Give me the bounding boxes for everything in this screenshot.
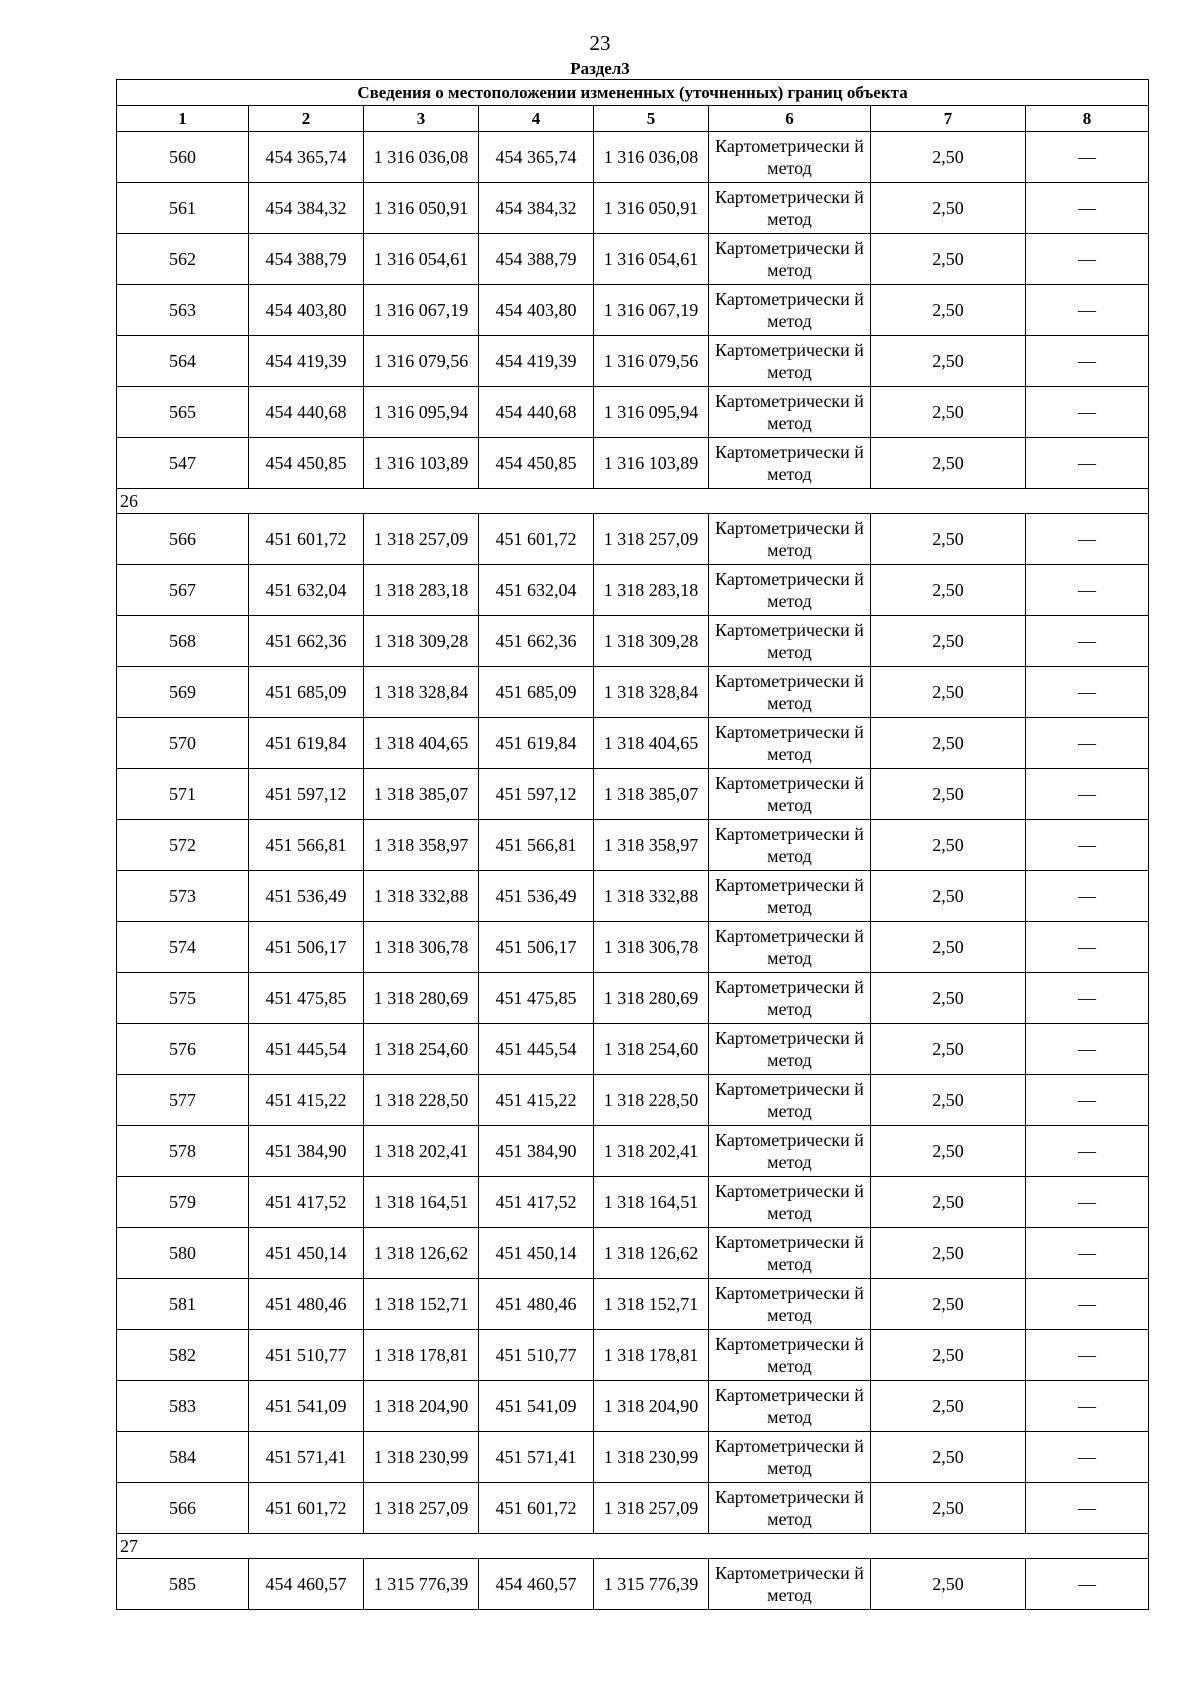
- table-cell: 1 318 332,88: [594, 871, 709, 922]
- table-cell: 454 440,68: [249, 387, 364, 438]
- table-cell: 451 541,09: [479, 1381, 594, 1432]
- table-cell: 577: [117, 1075, 249, 1126]
- table-cell: Картометрически й метод: [709, 1559, 871, 1610]
- table-cell: 1 318 306,78: [364, 922, 479, 973]
- table-cell: 2,50: [871, 667, 1026, 718]
- table-cell: Картометрически й метод: [709, 1024, 871, 1075]
- table-cell: Картометрически й метод: [709, 514, 871, 565]
- table-cell: 1 316 036,08: [594, 132, 709, 183]
- column-number-row: [117, 106, 1149, 132]
- contour-group-row: [117, 1534, 1149, 1559]
- table-cell: —: [1026, 132, 1149, 183]
- table-cell: 564: [117, 336, 249, 387]
- table-cell: 451 510,77: [479, 1330, 594, 1381]
- table-cell: Картометрически й метод: [709, 336, 871, 387]
- table-cell: 451 685,09: [479, 667, 594, 718]
- table-cell: 1 318 257,09: [364, 514, 479, 565]
- table-cell: 1 318 230,99: [364, 1432, 479, 1483]
- table-cell: 1 318 280,69: [594, 973, 709, 1024]
- table-cell: Картометрически й метод: [709, 1279, 871, 1330]
- table-row: [117, 183, 1149, 234]
- table-cell: 565: [117, 387, 249, 438]
- table-cell: 454 388,79: [249, 234, 364, 285]
- table-cell: 2,50: [871, 718, 1026, 769]
- table-cell: Картометрически й метод: [709, 438, 871, 489]
- table-cell: Картометрически й метод: [709, 1483, 871, 1534]
- table-cell: —: [1026, 514, 1149, 565]
- table-row: [117, 132, 1149, 183]
- table-row: [117, 616, 1149, 667]
- table-cell: 1 318 204,90: [594, 1381, 709, 1432]
- table-cell: 454 384,32: [249, 183, 364, 234]
- table-cell: 1 318 309,28: [594, 616, 709, 667]
- table-cell: 560: [117, 132, 249, 183]
- table-row: [117, 1024, 1149, 1075]
- table-cell: Картометрически й метод: [709, 234, 871, 285]
- table-cell: 454 403,80: [479, 285, 594, 336]
- table-cell: 1 318 230,99: [594, 1432, 709, 1483]
- table-cell: —: [1026, 616, 1149, 667]
- table-cell: 1 316 079,56: [594, 336, 709, 387]
- table-cell: —: [1026, 183, 1149, 234]
- column-number: 3: [364, 106, 479, 132]
- table-cell: 451 475,85: [479, 973, 594, 1024]
- table-cell: 561: [117, 183, 249, 234]
- table-cell: 451 619,84: [479, 718, 594, 769]
- table-cell: —: [1026, 1483, 1149, 1534]
- table-cell: 454 365,74: [479, 132, 594, 183]
- table-cell: 2,50: [871, 922, 1026, 973]
- table-cell: 454 460,57: [479, 1559, 594, 1610]
- table-cell: 451 571,41: [479, 1432, 594, 1483]
- table-cell: Картометрически й метод: [709, 1228, 871, 1279]
- table-cell: —: [1026, 1228, 1149, 1279]
- table-row: [117, 387, 1149, 438]
- table-caption-row: [117, 80, 1149, 106]
- table-cell: 1 318 306,78: [594, 922, 709, 973]
- column-number: 1: [117, 106, 249, 132]
- table-cell: 2,50: [871, 387, 1026, 438]
- table-row: [117, 336, 1149, 387]
- table-row: [117, 234, 1149, 285]
- table-cell: —: [1026, 1177, 1149, 1228]
- table-cell: 578: [117, 1126, 249, 1177]
- table-cell: 2,50: [871, 1177, 1026, 1228]
- table-cell: 1 318 358,97: [594, 820, 709, 871]
- table-cell: 454 365,74: [249, 132, 364, 183]
- contour-number: 26: [117, 489, 1149, 514]
- table-cell: 569: [117, 667, 249, 718]
- table-cell: 454 440,68: [479, 387, 594, 438]
- table-cell: 562: [117, 234, 249, 285]
- table-cell: 2,50: [871, 438, 1026, 489]
- table-cell: 454 388,79: [479, 234, 594, 285]
- table-cell: 454 419,39: [249, 336, 364, 387]
- column-number: 4: [479, 106, 594, 132]
- table-row: [117, 1177, 1149, 1228]
- table-cell: —: [1026, 1279, 1149, 1330]
- table-cell: 1 318 164,51: [364, 1177, 479, 1228]
- table-cell: 1 316 103,89: [594, 438, 709, 489]
- table-cell: —: [1026, 871, 1149, 922]
- table-row: [117, 514, 1149, 565]
- table-cell: 454 450,85: [479, 438, 594, 489]
- table-cell: 451 384,90: [249, 1126, 364, 1177]
- table-cell: 566: [117, 1483, 249, 1534]
- table-cell: 574: [117, 922, 249, 973]
- table-cell: 571: [117, 769, 249, 820]
- table-cell: 451 601,72: [249, 1483, 364, 1534]
- table-cell: 451 445,54: [479, 1024, 594, 1075]
- table-cell: 575: [117, 973, 249, 1024]
- table-row: [117, 1126, 1149, 1177]
- table-cell: 1 318 257,09: [594, 1483, 709, 1534]
- section-title: Раздел3: [570, 59, 630, 78]
- table-cell: 454 450,85: [249, 438, 364, 489]
- table-cell: 2,50: [871, 132, 1026, 183]
- table-cell: 451 450,14: [479, 1228, 594, 1279]
- table-cell: 2,50: [871, 514, 1026, 565]
- table-cell: —: [1026, 1075, 1149, 1126]
- table-cell: 1 318 228,50: [594, 1075, 709, 1126]
- table-cell: 451 601,72: [479, 1483, 594, 1534]
- table-cell: 451 506,17: [249, 922, 364, 973]
- page-number: 23: [589, 31, 611, 55]
- table-cell: Картометрически й метод: [709, 820, 871, 871]
- table-cell: 2,50: [871, 565, 1026, 616]
- table-cell: 451 445,54: [249, 1024, 364, 1075]
- table-cell: 451 384,90: [479, 1126, 594, 1177]
- table-cell: 1 318 280,69: [364, 973, 479, 1024]
- table-cell: 1 318 178,81: [594, 1330, 709, 1381]
- table-cell: 2,50: [871, 1432, 1026, 1483]
- table-row: [117, 973, 1149, 1024]
- table-cell: —: [1026, 1126, 1149, 1177]
- table-cell: Картометрически й метод: [709, 616, 871, 667]
- table-row: [117, 667, 1149, 718]
- table-cell: 563: [117, 285, 249, 336]
- table-row: [117, 1432, 1149, 1483]
- table-row: [117, 922, 1149, 973]
- table-row: [117, 820, 1149, 871]
- contour-number: 27: [117, 1534, 1149, 1559]
- table-cell: 454 403,80: [249, 285, 364, 336]
- table-cell: 1 318 152,71: [364, 1279, 479, 1330]
- table-cell: 451 417,52: [249, 1177, 364, 1228]
- table-cell: Картометрически й метод: [709, 285, 871, 336]
- table-cell: 454 460,57: [249, 1559, 364, 1610]
- table-cell: 2,50: [871, 1024, 1026, 1075]
- table-cell: 576: [117, 1024, 249, 1075]
- table-cell: 451 566,81: [479, 820, 594, 871]
- table-cell: 1 318 257,09: [364, 1483, 479, 1534]
- table-cell: 451 480,46: [249, 1279, 364, 1330]
- table-cell: 451 536,49: [479, 871, 594, 922]
- table-cell: 1 316 095,94: [594, 387, 709, 438]
- table-cell: Картометрически й метод: [709, 1381, 871, 1432]
- table-cell: Картометрически й метод: [709, 1432, 871, 1483]
- table-cell: Картометрически й метод: [709, 387, 871, 438]
- table-cell: —: [1026, 336, 1149, 387]
- table-cell: —: [1026, 1330, 1149, 1381]
- table-cell: 1 318 152,71: [594, 1279, 709, 1330]
- table-cell: 1 318 283,18: [594, 565, 709, 616]
- table-cell: Картометрически й метод: [709, 769, 871, 820]
- table-cell: 583: [117, 1381, 249, 1432]
- table-cell: —: [1026, 1381, 1149, 1432]
- table-cell: 451 685,09: [249, 667, 364, 718]
- table-cell: 1 316 054,61: [594, 234, 709, 285]
- table-cell: 1 318 254,60: [364, 1024, 479, 1075]
- table-cell: 1 318 385,07: [364, 769, 479, 820]
- table-cell: 451 415,22: [479, 1075, 594, 1126]
- table-cell: 547: [117, 438, 249, 489]
- table-row: [117, 438, 1149, 489]
- table-cell: 567: [117, 565, 249, 616]
- table-cell: 451 566,81: [249, 820, 364, 871]
- table-cell: 1 318 126,62: [594, 1228, 709, 1279]
- table-cell: 1 318 178,81: [364, 1330, 479, 1381]
- table-row: [117, 1381, 1149, 1432]
- table-cell: Картометрически й метод: [709, 922, 871, 973]
- boundary-coordinates-table: [116, 79, 1149, 1610]
- table-cell: —: [1026, 234, 1149, 285]
- table-cell: 585: [117, 1559, 249, 1610]
- table-cell: 580: [117, 1228, 249, 1279]
- table-cell: 451 450,14: [249, 1228, 364, 1279]
- table-row: [117, 1330, 1149, 1381]
- table-cell: Картометрически й метод: [709, 132, 871, 183]
- table-cell: 584: [117, 1432, 249, 1483]
- table-cell: 451 632,04: [249, 565, 364, 616]
- column-number: 7: [871, 106, 1026, 132]
- table-cell: Картометрически й метод: [709, 973, 871, 1024]
- table-cell: 1 318 228,50: [364, 1075, 479, 1126]
- table-cell: Картометрически й метод: [709, 718, 871, 769]
- table-cell: 451 536,49: [249, 871, 364, 922]
- table-cell: 1 318 332,88: [364, 871, 479, 922]
- table-cell: Картометрически й метод: [709, 1126, 871, 1177]
- table-cell: 1 318 283,18: [364, 565, 479, 616]
- table-cell: 451 632,04: [479, 565, 594, 616]
- table-cell: 1 316 067,19: [364, 285, 479, 336]
- table-cell: 1 318 328,84: [594, 667, 709, 718]
- table-row: [117, 718, 1149, 769]
- table-cell: 1 318 164,51: [594, 1177, 709, 1228]
- table-cell: 451 541,09: [249, 1381, 364, 1432]
- contour-group-row: [117, 489, 1149, 514]
- table-cell: 2,50: [871, 234, 1026, 285]
- table-row: [117, 769, 1149, 820]
- table-cell: —: [1026, 820, 1149, 871]
- table-cell: 1 318 328,84: [364, 667, 479, 718]
- table-cell: Картометрически й метод: [709, 667, 871, 718]
- table-cell: 2,50: [871, 820, 1026, 871]
- table-cell: 566: [117, 514, 249, 565]
- table-cell: —: [1026, 565, 1149, 616]
- table-cell: 451 510,77: [249, 1330, 364, 1381]
- table-cell: 2,50: [871, 1126, 1026, 1177]
- table-cell: 2,50: [871, 285, 1026, 336]
- table-cell: 1 318 358,97: [364, 820, 479, 871]
- table-cell: 1 318 404,65: [594, 718, 709, 769]
- table-cell: 451 601,72: [249, 514, 364, 565]
- table-cell: 581: [117, 1279, 249, 1330]
- table-cell: 1 318 309,28: [364, 616, 479, 667]
- table-cell: 2,50: [871, 1279, 1026, 1330]
- table-cell: 579: [117, 1177, 249, 1228]
- table-cell: —: [1026, 1559, 1149, 1610]
- table-cell: 1 316 036,08: [364, 132, 479, 183]
- table-cell: 2,50: [871, 616, 1026, 667]
- table-cell: 451 597,12: [249, 769, 364, 820]
- table-cell: 451 415,22: [249, 1075, 364, 1126]
- table-row: [117, 285, 1149, 336]
- table-cell: —: [1026, 1024, 1149, 1075]
- table-cell: 451 619,84: [249, 718, 364, 769]
- table-cell: Картометрически й метод: [709, 1075, 871, 1126]
- table-row: [117, 1279, 1149, 1330]
- table-cell: 1 316 050,91: [594, 183, 709, 234]
- table-caption: Сведения о местоположении измененных (уточненных) границ объекта: [117, 80, 1149, 106]
- table-cell: 1 315 776,39: [594, 1559, 709, 1610]
- table-row: [117, 1075, 1149, 1126]
- table-cell: 1 316 067,19: [594, 285, 709, 336]
- table-cell: Картометрически й метод: [709, 565, 871, 616]
- table-cell: 1 316 095,94: [364, 387, 479, 438]
- table-cell: 582: [117, 1330, 249, 1381]
- table-cell: —: [1026, 718, 1149, 769]
- table-body: [117, 80, 1149, 1610]
- table-cell: 454 419,39: [479, 336, 594, 387]
- table-row: [117, 871, 1149, 922]
- table-cell: Картометрически й метод: [709, 1330, 871, 1381]
- table-row: [117, 1228, 1149, 1279]
- table-cell: Картометрически й метод: [709, 1177, 871, 1228]
- table-cell: 1 318 404,65: [364, 718, 479, 769]
- table-cell: 451 475,85: [249, 973, 364, 1024]
- table-cell: 1 318 126,62: [364, 1228, 479, 1279]
- table-cell: 1 316 050,91: [364, 183, 479, 234]
- table-cell: 2,50: [871, 1330, 1026, 1381]
- table-cell: Картометрически й метод: [709, 871, 871, 922]
- table-row: [117, 565, 1149, 616]
- table-cell: 1 315 776,39: [364, 1559, 479, 1610]
- table-cell: 451 506,17: [479, 922, 594, 973]
- table-cell: 2,50: [871, 973, 1026, 1024]
- table-cell: 2,50: [871, 1483, 1026, 1534]
- column-number: 5: [594, 106, 709, 132]
- table-cell: 454 384,32: [479, 183, 594, 234]
- table-cell: 1 318 257,09: [594, 514, 709, 565]
- table-cell: 1 316 054,61: [364, 234, 479, 285]
- table-cell: —: [1026, 973, 1149, 1024]
- table-cell: Картометрически й метод: [709, 183, 871, 234]
- table-cell: 2,50: [871, 769, 1026, 820]
- column-number: 2: [249, 106, 364, 132]
- column-number: 8: [1026, 106, 1149, 132]
- table-cell: 2,50: [871, 1559, 1026, 1610]
- table-row: [117, 1559, 1149, 1610]
- table-cell: —: [1026, 285, 1149, 336]
- table-cell: 1 318 202,41: [594, 1126, 709, 1177]
- table-cell: —: [1026, 922, 1149, 973]
- table-cell: 1 318 204,90: [364, 1381, 479, 1432]
- table-cell: 451 480,46: [479, 1279, 594, 1330]
- table-cell: 451 571,41: [249, 1432, 364, 1483]
- table-cell: 451 662,36: [249, 616, 364, 667]
- table-cell: —: [1026, 387, 1149, 438]
- table-cell: 451 597,12: [479, 769, 594, 820]
- table-cell: 2,50: [871, 336, 1026, 387]
- table-cell: 572: [117, 820, 249, 871]
- table-cell: 1 318 385,07: [594, 769, 709, 820]
- table-cell: 568: [117, 616, 249, 667]
- table-cell: 451 417,52: [479, 1177, 594, 1228]
- table-cell: 2,50: [871, 1381, 1026, 1432]
- table-cell: 1 318 202,41: [364, 1126, 479, 1177]
- table-cell: 1 316 103,89: [364, 438, 479, 489]
- table-cell: 573: [117, 871, 249, 922]
- table-cell: 2,50: [871, 183, 1026, 234]
- table-row: [117, 1483, 1149, 1534]
- table-cell: 2,50: [871, 1075, 1026, 1126]
- table-cell: 451 662,36: [479, 616, 594, 667]
- table-cell: —: [1026, 769, 1149, 820]
- table-cell: 2,50: [871, 1228, 1026, 1279]
- table-cell: 2,50: [871, 871, 1026, 922]
- table-cell: —: [1026, 667, 1149, 718]
- column-number: 6: [709, 106, 871, 132]
- table-cell: 1 318 254,60: [594, 1024, 709, 1075]
- table-cell: —: [1026, 438, 1149, 489]
- table-cell: 570: [117, 718, 249, 769]
- table-cell: —: [1026, 1432, 1149, 1483]
- table-cell: 451 601,72: [479, 514, 594, 565]
- table-cell: 1 316 079,56: [364, 336, 479, 387]
